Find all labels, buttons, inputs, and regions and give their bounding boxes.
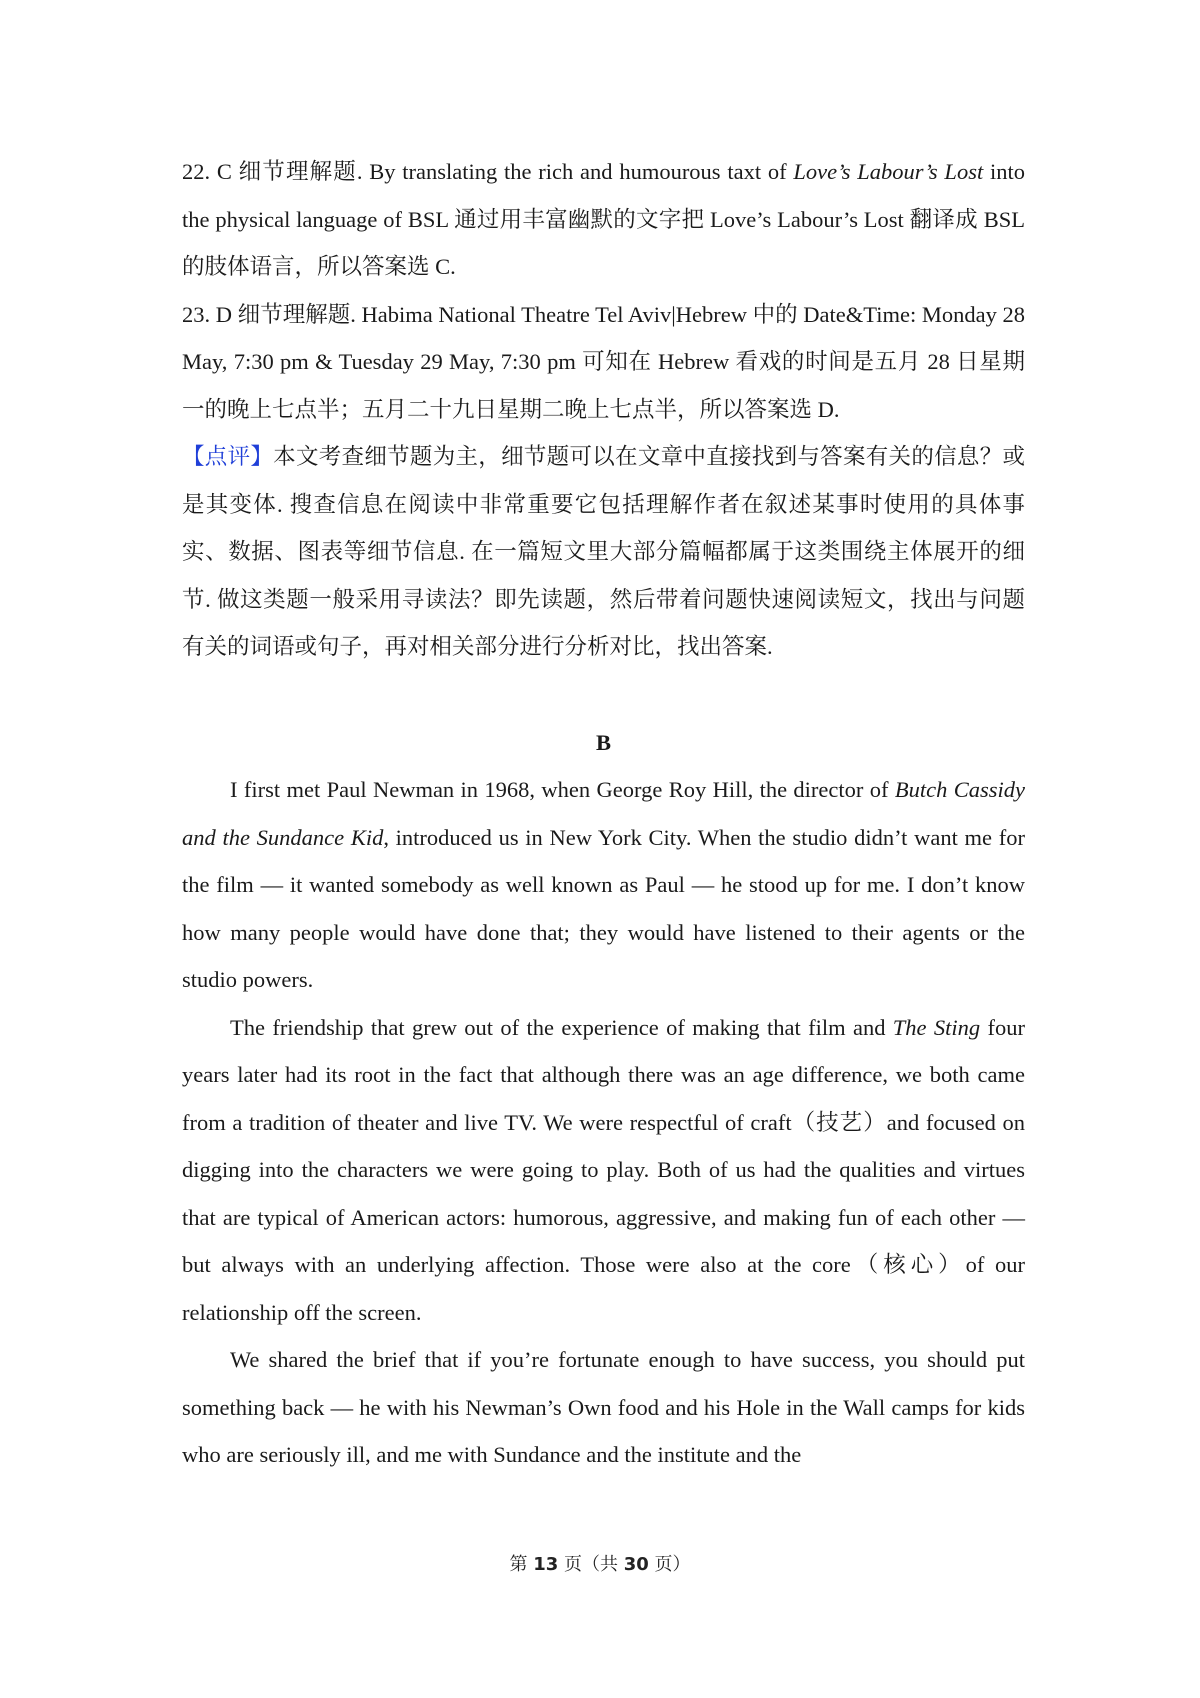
comment-label: 【点评】 — [182, 444, 274, 469]
document-page — [182, 148, 1025, 1479]
section-title: B — [595, 729, 611, 755]
answer-22-text: 22. C 细节理解题. By translating the rich and humourous taxt of — [182, 159, 794, 184]
answer-22-title: Love’s Labour’s Lost — [793, 159, 984, 184]
passage-2-text: The friendship that grew out of the experience of making that film and — [230, 1014, 893, 1040]
answer-23: 23. D 细节理解题. Habima National Theatre Tel Aviv|Hebrew 中的 Date&Time: Monday 28 May, 7:30 pm & Tuesday 29 May, 7:30 pm 可知在 Hebrew 看戏的时间是五月 28 日星期一的晚上七点半；五月二十九日星期二晚上七点半，所以答案选 D. — [182, 301, 1025, 422]
footer-middle: 页（共 — [558, 1554, 624, 1575]
passage-paragraph-3: We shared the brief that if you’re fortunate enough to have success, you should put something back — he with his Newman’s Own food and his Hole in the Wall camps for kids who are seriously ill, and me with Sundance and the institute and the — [182, 1347, 1025, 1467]
answer-22 — [182, 148, 1025, 291]
footer-page-number: 13 — [533, 1554, 559, 1575]
passage-1-text: I first met Paul Newman in 1968, when George Roy Hill, the director of — [230, 777, 895, 802]
footer-suffix: 页） — [648, 1554, 691, 1575]
page-footer — [0, 1553, 1200, 1577]
passage-1-text-cont: , introduced us in New York City. When the studio didn’t want me for the film — it wanted somebody as well known as Paul — he stood up for me. I don’t know how many people would have done that; they would have listened to their agents or the studio powers. — [182, 824, 1025, 992]
comment-text: 本文考查细节题为主，细节题可以在文章中直接找到与答案有关的信息？或是其变体. 搜查信息在阅读中非常重要它包括理解作者在叙述某事时使用的具体事实、数据、图表等细节信息. 在一篇短文里大部分篇幅都属于这类围绕主体展开的细节. 做这类题一般采用寻读法？即先读题，然后带着问题快速阅读短文，找出与问题有关的词语或句子，再对相关部分进行分析对比，找出答案. — [182, 444, 1025, 659]
answer-22-text-cont: into the physical language of BSL 通过用丰富幽默的文字把 Love’s Labour’s Lost 翻译成 BSL 的肢体语言，所以答案选 C. — [182, 159, 1025, 279]
passage-2-film-title: The Sting — [892, 1014, 981, 1040]
passage-2-text-cont: four years later had its root in the fact that although there was an age difference, we both came from a tradition of theater and live TV. We were respectful of craft（技艺）and focused on digging into the characters we were going to play. Both of us had the qualities and virtues that are typical of American actors: humorous, aggressive, and making fun of each other — but always with an underlying affection. Those were also at the core（核心）of our relationship off the screen. — [182, 1014, 1025, 1325]
passage-1-film-title: Butch Cassidy and the Sundance Kid — [182, 777, 1025, 850]
passage-paragraph-2 — [182, 1004, 1025, 1337]
comment-paragraph — [182, 433, 1025, 671]
footer-total-pages: 30 — [623, 1554, 649, 1575]
footer-prefix: 第 — [509, 1554, 534, 1575]
passage-paragraph-1 — [182, 766, 1025, 1004]
